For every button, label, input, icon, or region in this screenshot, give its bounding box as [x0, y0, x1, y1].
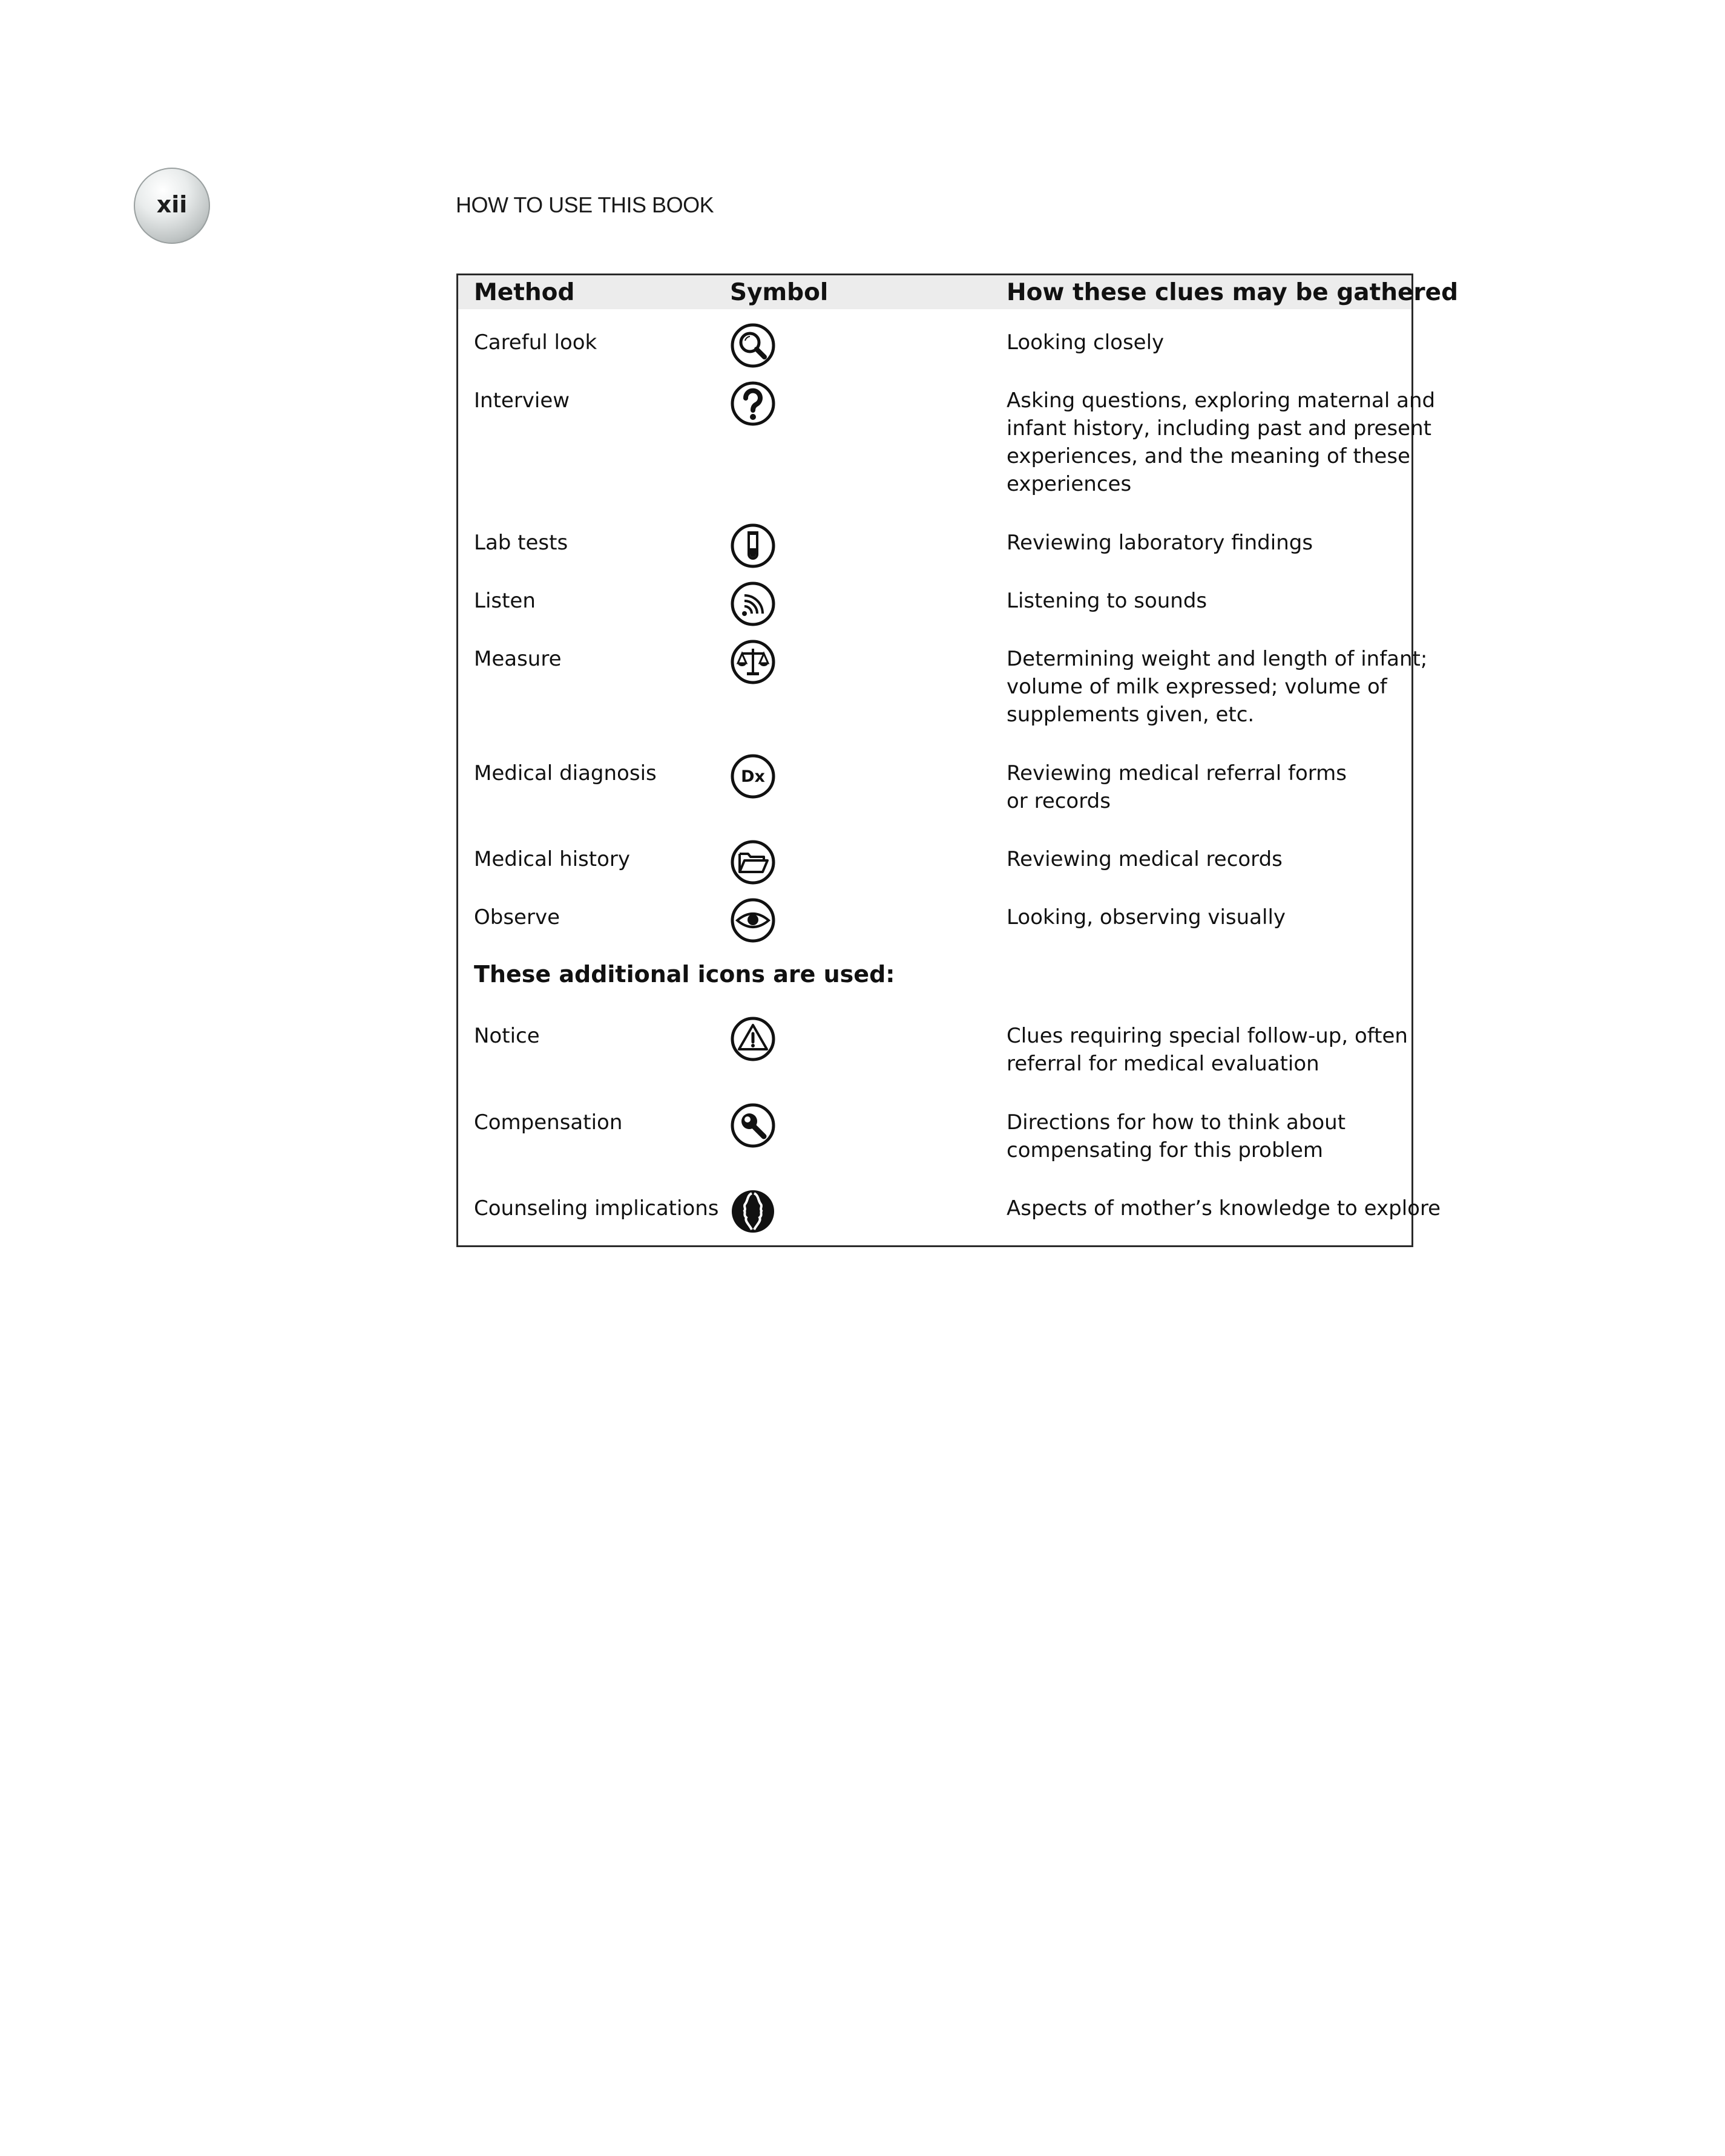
eye-icon [730, 897, 776, 943]
method-label: Measure [474, 647, 562, 671]
header-symbol: Symbol [730, 279, 829, 306]
method-label: Medical history [474, 847, 631, 871]
scale-icon [730, 639, 776, 685]
description: Clues requiring special follow-up, often referral for medical evaluation [1007, 1024, 1408, 1076]
method-label: Compensation [474, 1110, 623, 1135]
running-head: HOW TO USE THIS BOOK [456, 192, 714, 217]
magnifier-icon [730, 323, 776, 369]
warning-icon [730, 1016, 776, 1062]
question-icon [730, 381, 776, 427]
method-label: Careful look [474, 330, 597, 355]
method-label: Interview [474, 388, 570, 413]
symbol-legend-table [456, 274, 1459, 1247]
method-label: Counseling implications [474, 1196, 719, 1221]
method-label: Observe [474, 905, 560, 929]
method-label: Listen [474, 589, 536, 613]
description: Looking closely [1007, 330, 1165, 355]
wrench-icon [730, 1103, 776, 1148]
method-label: Notice [474, 1024, 540, 1048]
description: Reviewing medical records [1007, 847, 1283, 871]
folder-icon [730, 839, 776, 885]
header-method: Method [474, 279, 575, 306]
header-how: How these clues may be gathered [1007, 279, 1459, 306]
method-label: Lab tests [474, 531, 568, 555]
test-tube-icon [730, 523, 776, 569]
description: Directions for how to think about compensating for this problem [1007, 1110, 1346, 1162]
page-number-badge [134, 168, 210, 244]
description: Asking questions, exploring maternal and infant history, including past and present experiences, and the meaning of these experiences [1007, 388, 1436, 496]
dx-icon [730, 753, 776, 799]
additional-icons-title: These additional icons are used: [474, 961, 895, 988]
description: Determining weight and length of infant; volume of milk expressed; volume of supplements given, etc. [1007, 647, 1428, 727]
page-number: xii [156, 191, 188, 218]
svg-text:Dx: Dx [741, 767, 765, 786]
sound-waves-icon [730, 581, 776, 627]
description: Reviewing medical referral forms or records [1007, 761, 1347, 813]
table-header [458, 275, 1459, 309]
description: Listening to sounds [1007, 589, 1208, 613]
description: Reviewing laboratory findings [1007, 531, 1313, 555]
method-label: Medical diagnosis [474, 761, 657, 785]
description: Looking, observing visually [1007, 905, 1286, 929]
faces-icon [730, 1188, 776, 1234]
description: Aspects of mother’s knowledge to explore [1007, 1196, 1441, 1221]
